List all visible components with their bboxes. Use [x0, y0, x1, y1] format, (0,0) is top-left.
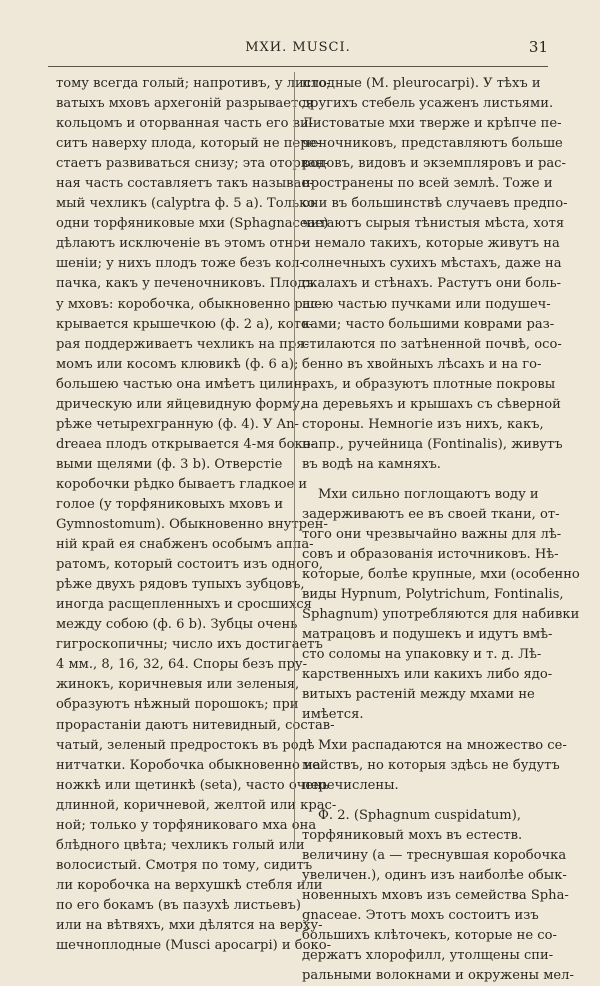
text-line: кольцомъ и оторванная часть его ви-: [56, 116, 314, 132]
text-line: новенныхъ мховъ изъ семейства Spha-: [302, 887, 569, 903]
text-line: иногда расщепленныхъ и сросшихся: [56, 597, 312, 613]
text-line: торфяниковый мохъ въ естеств.: [302, 827, 523, 843]
page-number: 31: [528, 38, 548, 56]
text-line: крывается крышечкою (ф. 2 а), кото-: [56, 316, 314, 332]
text-line: увеличен.), одинъ изъ наиболѣе обык-: [302, 867, 567, 883]
text-line: длинной, коричневой, желтой или крас-: [56, 797, 337, 813]
text-line: волосистый. Смотря по тому, сидитъ: [56, 857, 313, 873]
text-line: стаетъ развиваться снизу; эта оторван-: [56, 156, 330, 172]
text-line: одни торфяниковые мхи (Sphagnaceae): [56, 216, 329, 232]
text-line: Gymnostomum). Обыкновенно внутрен-: [56, 517, 328, 533]
text-line: совъ и образованія источниковъ. Нѣ-: [302, 547, 559, 563]
text-line: и немало такихъ, которые живутъ на: [302, 236, 560, 252]
text-line: ратомъ, который состоитъ изъ одного,: [56, 557, 324, 573]
text-line: ножкѣ или щетинкѣ (seta), часто очень: [56, 777, 329, 793]
text-line: плодные (M. pleurocarpi). У тѣхъ и: [302, 76, 541, 91]
text-line: чатый, зеленый предростокъ въ родѣ: [56, 737, 315, 753]
text-line: гигроскопичны; число ихъ достигаетъ: [56, 637, 323, 653]
column-divider: [294, 72, 295, 844]
text-line: ная часть составляетъ такъ называе-: [56, 176, 314, 192]
text-line: ченочниковъ, представляютъ больше: [302, 136, 563, 152]
text-line: шеніи; у нихъ плодъ тоже безъ кол-: [56, 256, 304, 272]
text-line: образуютъ нѣжный порошокъ; при: [56, 697, 299, 713]
text-line: dreaea плодъ открывается 4-мя боко-: [56, 436, 316, 452]
text-line: держатъ хлорофилл, утолщены спи-: [302, 947, 554, 963]
text-line: другихъ стебель усаженъ листьями.: [302, 96, 554, 112]
paragraph-gap: [302, 475, 538, 485]
text-line: gnaceae. Этотъ мохъ состоитъ изъ: [302, 907, 539, 923]
text-line: Мхи распадаются на множество се-: [318, 737, 567, 753]
text-line: Ф. 2. (Sphagnum cuspidatum),: [318, 807, 521, 823]
text-line: ватыхъ мховъ архегоній разрывается: [56, 96, 314, 112]
text-line: родовъ, видовъ и экземпляровъ и рас-: [302, 156, 566, 172]
text-line: читаютъ сырыя тѣнистыя мѣста, хотя: [302, 216, 565, 232]
text-line: они въ большинствѣ случаевъ предпо-: [302, 196, 568, 212]
text-line: шечноплодные (Musci apocarpi) и боко-: [56, 938, 332, 954]
text-line: рая поддерживаетъ чехликъ на пря-: [56, 336, 309, 352]
text-line: ли коробочка на верхушкѣ стебля или: [56, 877, 323, 893]
text-line: дѣлаютъ исключеніе въ этомъ отно-: [56, 236, 306, 252]
text-line: жинокъ, коричневыя или зеленыя,: [56, 677, 300, 693]
text-line: того они чрезвычайно важны для лѣ-: [302, 527, 562, 543]
text-line: большею частью она имѣетъ цилин-: [56, 376, 307, 392]
text-line: бенно въ хвойныхъ лѣсахъ и на го-: [302, 356, 542, 372]
text-line: момъ или косомъ клювикѣ (ф. 6 а);: [56, 356, 299, 372]
text-line: мый чехликъ (calyptra ф. 5 а). Только: [56, 196, 316, 212]
text-line: 4 мм., 8, 16, 32, 64. Споры безъ пру-: [56, 657, 308, 673]
text-line: на деревьяхъ и крышахъ съ сѣверной: [302, 396, 561, 412]
text-line: ками; часто большими коврами раз-: [302, 316, 555, 332]
text-line: стороны. Немногіе изъ нихъ, какъ,: [302, 416, 544, 432]
text-line: между собою (ф. 6 b). Зубцы очень: [56, 617, 298, 633]
text-line: въ водѣ на камняхъ.: [302, 456, 441, 472]
paragraph-gap: [302, 796, 538, 806]
text-line: ній край ея снабженъ особымъ аппа-: [56, 537, 314, 553]
text-line: пространены по всей землѣ. Тоже и: [302, 176, 553, 192]
text-line: имѣется.: [302, 707, 364, 723]
text-line: ной; только у торфяниковаго мха она: [56, 817, 317, 833]
text-line: величину (а — треснувшая коробочка: [302, 847, 567, 863]
text-line: которые, болѣе крупные, мхи (особенно: [302, 567, 580, 583]
text-line: рѣже двухъ рядовъ тупыхъ зубцовъ,: [56, 577, 305, 593]
page-header: [48, 38, 548, 60]
text-line: скалахъ и стѣнахъ. Растутъ они боль-: [302, 276, 562, 292]
text-line: матрацовъ и подушекъ и идутъ вмѣ-: [302, 627, 553, 643]
text-line: тому всегда голый; напротивъ, у листо-: [56, 76, 331, 91]
text-line: ральными волокнами и окружены мел-: [302, 968, 574, 984]
text-line: перечислены.: [302, 777, 399, 793]
text-line: солнечныхъ сухихъ мѣстахъ, даже на: [302, 256, 562, 272]
text-line: Мхи сильно поглощаютъ воду и: [318, 486, 539, 502]
text-line: шею частью пучками или подушеч-: [302, 296, 551, 312]
right-column: [302, 74, 580, 986]
header-rule: [48, 66, 548, 67]
text-line: нитчатки. Коробочка обыкновенно на: [56, 757, 321, 773]
text-line: Sphagnum) употребляются для набивки: [302, 607, 580, 623]
text-line: коробочки рѣдко бываетъ гладкое и: [56, 476, 308, 492]
text-line: дрическую или яйцевидную форму,: [56, 396, 305, 412]
text-line: задерживаютъ ее въ своей ткани, от-: [302, 506, 560, 522]
text-line: карственныхъ или какихъ либо ядо-: [302, 667, 553, 683]
text-line: блѣдного цвѣта; чехликъ голый или: [56, 837, 305, 853]
text-line: ситъ наверху плода, который не пере-: [56, 136, 321, 152]
text-line: Листоватые мхи тверже и крѣпче пе-: [302, 116, 562, 132]
text-line: выми щелями (ф. 3 b). Отверстіе: [56, 456, 283, 472]
text-line: рѣже четырехгранную (ф. 4). У An-: [56, 416, 299, 432]
text-line: у мховъ: коробочка, обыкновенно рас-: [56, 296, 323, 312]
running-head: МХИ. MUSCI.: [245, 40, 351, 55]
text-line: витыхъ растеній между мхами не: [302, 687, 535, 703]
paragraph-gap: [302, 726, 538, 736]
text-line: голое (у торфяниковыхъ мховъ и: [56, 496, 284, 512]
text-line: прорастаніи даютъ нитевидный, состав-: [56, 717, 335, 733]
text-line: стилаются по затѣненной почвѣ, осо-: [302, 336, 562, 352]
text-line: виды Hypnum, Polytrichum, Fontinalis,: [302, 587, 564, 603]
text-line: большихъ клѣточекъ, которые не со-: [302, 927, 557, 943]
text-line: пачка, какъ у печеночниковъ. Плодъ: [56, 276, 314, 292]
text-line: сто соломы на упаковку и т. д. Лѣ-: [302, 647, 542, 663]
text-line: напр., ручейница (Fontinalis), живутъ: [302, 436, 563, 452]
text-line: или на вѣтвяхъ, мхи дѣлятся на верху-: [56, 917, 323, 933]
text-line: мействъ, но которыя здѣсь не будутъ: [302, 757, 560, 773]
text-line: по его бокамъ (въ пазухѣ листьевъ): [56, 897, 301, 913]
text-line: рахъ, и образуютъ плотные покровы: [302, 376, 556, 392]
